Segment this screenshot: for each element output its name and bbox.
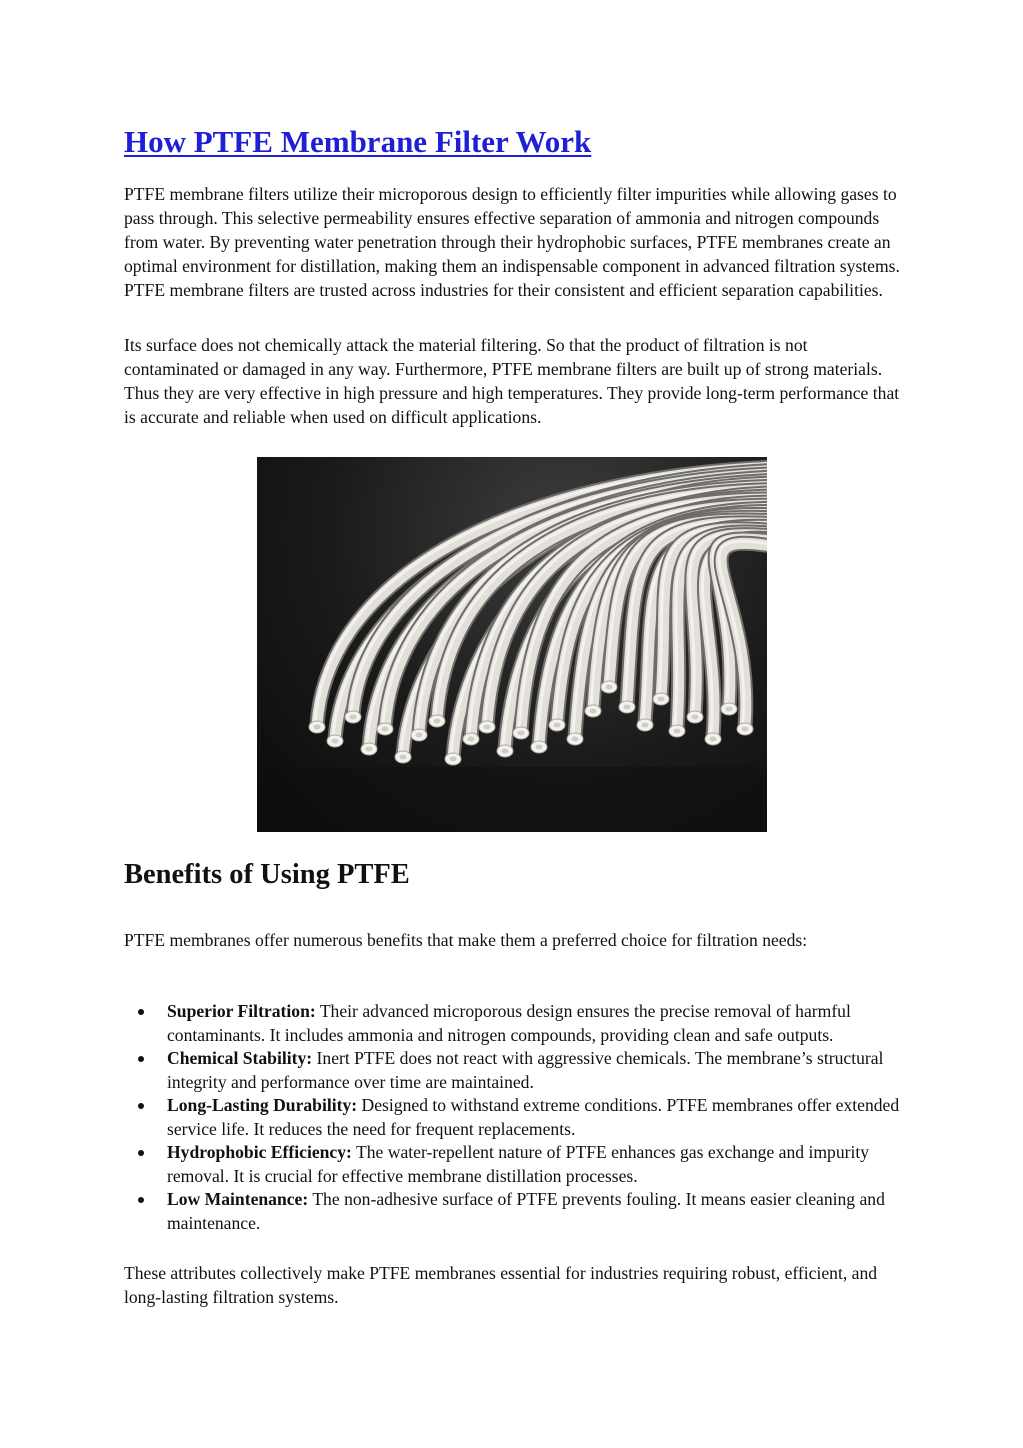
tube-bore [350, 715, 357, 720]
benefit-term: Hydrophobic Efficiency: [167, 1142, 352, 1162]
tube-bore [400, 755, 407, 760]
list-item-hydrophobic [167, 1141, 904, 1188]
tube-bore [366, 747, 373, 752]
benefits-intro: PTFE membranes offer numerous benefits that make them a preferred choice for filtration needs: [124, 930, 808, 950]
tube-bore [434, 719, 441, 724]
tube-bore [314, 725, 321, 730]
tube-bore [554, 723, 561, 728]
paragraph-surface: Its surface does not chemically attack the material filtering. So that the product of filtration is not contaminated or damaged in any way. Furthermore, PTFE membrane filters are built up of strong materials. Thus they are very effective in high pressure and high temperatures. They provide long-term performance that is accurate and reliable when used on difficult applications. [124, 335, 900, 427]
benefit-term: Low Maintenance: [167, 1189, 309, 1209]
benefit-text: The non-adhesive surface of PTFE prevents fouling. It means easier cleaning and maintenance. [167, 1189, 885, 1233]
list-item-durability [167, 1094, 904, 1141]
tube-bore [382, 727, 389, 732]
tube-bore [642, 723, 649, 728]
benefit-text: Designed to withstand extreme conditions. PTFE membranes offer extended service life. It reduces the need for frequent replacements. [167, 1095, 900, 1139]
benefit-text: The water-repellent nature of PTFE enhances gas exchange and impurity removal. It is crucial for effective membrane distillation processes. [167, 1142, 870, 1186]
title-link[interactable]: How PTFE Membrane Filter Work [124, 124, 592, 159]
tube-bore [674, 729, 681, 734]
tube-bore [658, 697, 665, 702]
tube-bore [726, 707, 733, 712]
tube-bore [536, 745, 543, 750]
benefit-term: Chemical Stability: [167, 1048, 313, 1068]
benefits-list [124, 1000, 904, 1235]
tube-bore [590, 709, 597, 714]
tube-bore [742, 727, 749, 732]
tube-bore [710, 737, 717, 742]
tube-bore [518, 731, 525, 736]
benefit-text: Their advanced microporous design ensures the precise removal of harmful contaminants. It includes ammonia and nitrogen compounds, providing clean and safe outputs. [167, 1001, 851, 1045]
tube-bore [332, 739, 339, 744]
paragraph-how-it-works: PTFE membrane filters utilize their microporous design to efficiently filter impurities while allowing gases to pass through. This selective permeability ensures effective separation of ammonia and nitrogen compounds from water. By preventing water penetration through their hydrophobic surfaces, PTFE membranes create an optimal environment for distillation, making them an indispensable component in advanced filtration systems. PTFE membrane filters are trusted across industries for their consistent and efficient separation capabilities. [124, 184, 900, 300]
ptfe-tubes-illustration [257, 457, 767, 832]
tube-bore [416, 733, 423, 738]
tube-bore [572, 737, 579, 742]
section-heading-benefits: Benefits of Using PTFE [124, 859, 410, 890]
benefit-term: Long-Lasting Durability: [167, 1095, 358, 1115]
list-item-low-maintenance [167, 1188, 904, 1235]
ptfe-tubes-photo [257, 457, 767, 832]
tube-bore [502, 749, 509, 754]
tube-bore [468, 737, 475, 742]
benefit-text: Inert PTFE does not react with aggressive chemicals. The membrane’s structural integrity and performance over time are maintained. [167, 1048, 884, 1092]
tube-bore [484, 725, 491, 730]
page-title [124, 124, 591, 160]
photo-floor [257, 767, 767, 832]
tube-bore [624, 705, 631, 710]
tube-bore [606, 685, 613, 690]
benefit-term: Superior Filtration: [167, 1001, 316, 1021]
list-item-superior-filtration [167, 1000, 904, 1047]
tube-bore [450, 757, 457, 762]
tube-bore [692, 715, 699, 720]
benefits-conclusion: These attributes collectively make PTFE membranes essential for industries requiring robust, efficient, and long-lasting filtration systems. [124, 1263, 878, 1307]
list-item-chemical-stability [167, 1047, 904, 1094]
